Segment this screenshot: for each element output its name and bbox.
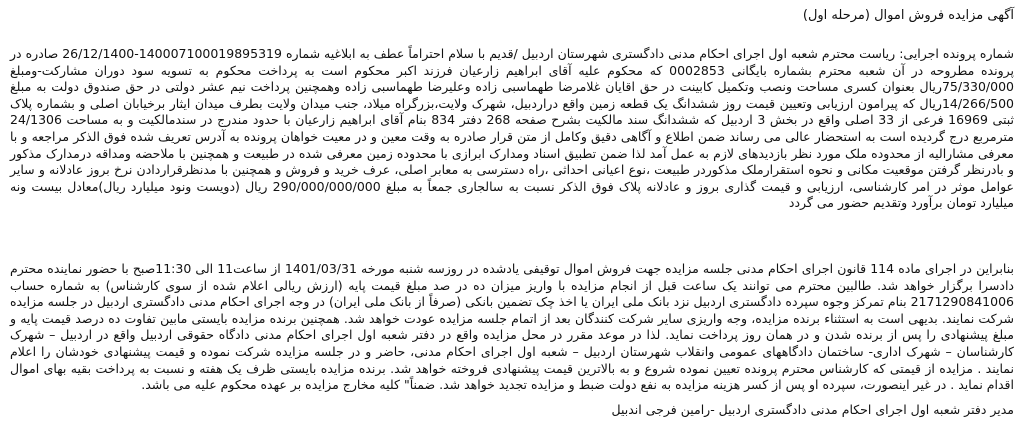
notice-paragraph-2: بنابراین در اجرای ماده 114 قانون اجرای احکام مدنی جلسه مزایده جهت فروش اموال توقیفی یادشده در روزسه شنبه مورخه 1401/03/31 از ساعت11 الی 11:30صبح با حضور نماینده محترم دادسرا برگزار خواهد شد. طالبین محترم می توانند یک ساعت قبل از انجام مزایده با واریز میزان ده در صد مبلغ قیمت پایه (ارزش ریالی اعلام شده از سوی کارشناس) به شماره حساب 2171290841006 بنام تمرکز وجوه سپرده دادگستری اردبیل نزد بانک ملی ایران یا اخذ چک تضمین بانکی (صرفاً از بانک ملی ایران) در وجه اجرای احکام مدنی دادگستری اردبیل در جلسه مزایده شرکت نمایند. بدیهی است به استثناء برنده مزایده، وجه واریزی سایر شرکت کنندگان بعد از اتمام جلسه مزایده عودت خواهد شد. همچنین برنده مزایده بایستی مابین تفاوت ده درصد قیمت پایه و مبلغ پیشنهادی را پس از برنده شدن و در همان روز پرداخت نماید. لذا در موعد مقرر در محل مزایده واقع در دفتر شعبه اول اجرای احکام مدنی دادگاه حقوقی اردبیل واقع در اردبیل – شهرک کارشناسان – شهرک اداری- ساختمان دادگاههای عمومی وانقلاب شهرستان اردبیل – شعبه اول اجرای احکام مدنی، حاضر و در جلسه مزایده شرکت نموده و قیمت پیشنهادی خودشان را اعلام نمایند . مزایده از قیمتی که کارشناس محترم پرونده تعیین نموده شروع و به بالاترین قیمت پیشنهادی فروخته خواهد شد. برنده مزایده بایستی ظرف یک هفته و نسبت به پرداخت بقیه بهای اموال اقدام نماید . در غیر اینصورت، سپرده او پس از کسر هزینه مزایده به نفع دولت ضبط و مزایده تجدید خواهد شد. ضمناً" کلیه مخارج مزایده بر عهده محکوم علیه می باشد. bbox=[10, 261, 1014, 393]
notice-title: آگهی مزایده فروش اموال (مرحله اول) bbox=[802, 8, 1014, 23]
notice-paragraph-1: شماره پرونده اجرایی: ریاست محترم شعبه اول اجرای احکام مدنی دادگستری شهرستان اردبیل /قدیم با سلام احتراماً عطف به ابلاغیه شماره 140007100019895319-26/12/1400 صادره در پرونده مطروحه در آن شعبه محترم بشماره بایگانی 0002853 که محکوم علیه آقای ابراهیم زارعیان فرزند اکبر محکوم است به پرداخت محکوم به تسویه سود دوران مشارکت-ومبلغ 75/330/000ریال بعنوان کسری مساحت ونصب وتکمیل کابینت در حق اقایان غلامرضا طهماسبی زاده وعلیرضا طهماسبی زاده وهمچنین پرداخت نیم عشر دولتی در حق صندوق دولت به مبلغ 14/266/500ریال که پیرامون ارزیابی وتعیین قیمت روز ششدانگ یک قطعه زمین واقع دراردبیل، شهرک ولایت،بزرگراه میلاد، جنب میدان ولایت بطرف میدان ایثار برخیابان اصلی و بشماره پلاک ثبتی 16969 فرعی از 33 اصلی واقع در بخش 3 اردبیل که ششدانگ سند مالکیت بشرح صفحه 268 دفتر 834 بنام آقای ابراهیم زارعیان با حدود مندرج در سندمالکیت و به مساحت 24/1306 مترمربع درج گردیده است به استحضار عالی می رساند ضمن اطلاع و آگاهی دقیق وکامل از متن قرار صادره به وقت معین و در معیت خواهان پرونده به آدرس تعریف شده فوق الذکر مراجعه و با معرفی مشارالیه از محدوده ملک مورد نظر بازدیدهای لازم به عمل آمد لذا ضمن تطبیق اسناد ومدارک ابرازی با محدوده زمین معرفی شده در طبیعت و همچنین با ملاحضه ومداقه درمدارک مذکور و بادرنظر گرفتن موقعیت مکانی و نحوه استقرارملک مذکوردر طبیعت ،نوع اعیانی احداثی ،راه دسترسی به معابر اصلی، عرف خرید و فروش و همچنین با مدنظرقراردادن نرخ بروز عادلانه و سایر عوامل موثر در امر کارشناسی، ارزیابی و قیمت گذاری بروز و عادلانه پلاک فوق الذکر نسبت به سالجاری جمعاً به مبلغ 290/000/000/000 ریال (دویست ونود میلیارد ریال)معادل بیست ونه میلیارد تومان برآورد وتقدیم حضور می گردد bbox=[10, 46, 1015, 211]
signature-line: مدیر دفتر شعبه اول اجرای احکام مدنی دادگستری اردبیل -رامین فرجی اندبیل bbox=[611, 402, 1014, 417]
